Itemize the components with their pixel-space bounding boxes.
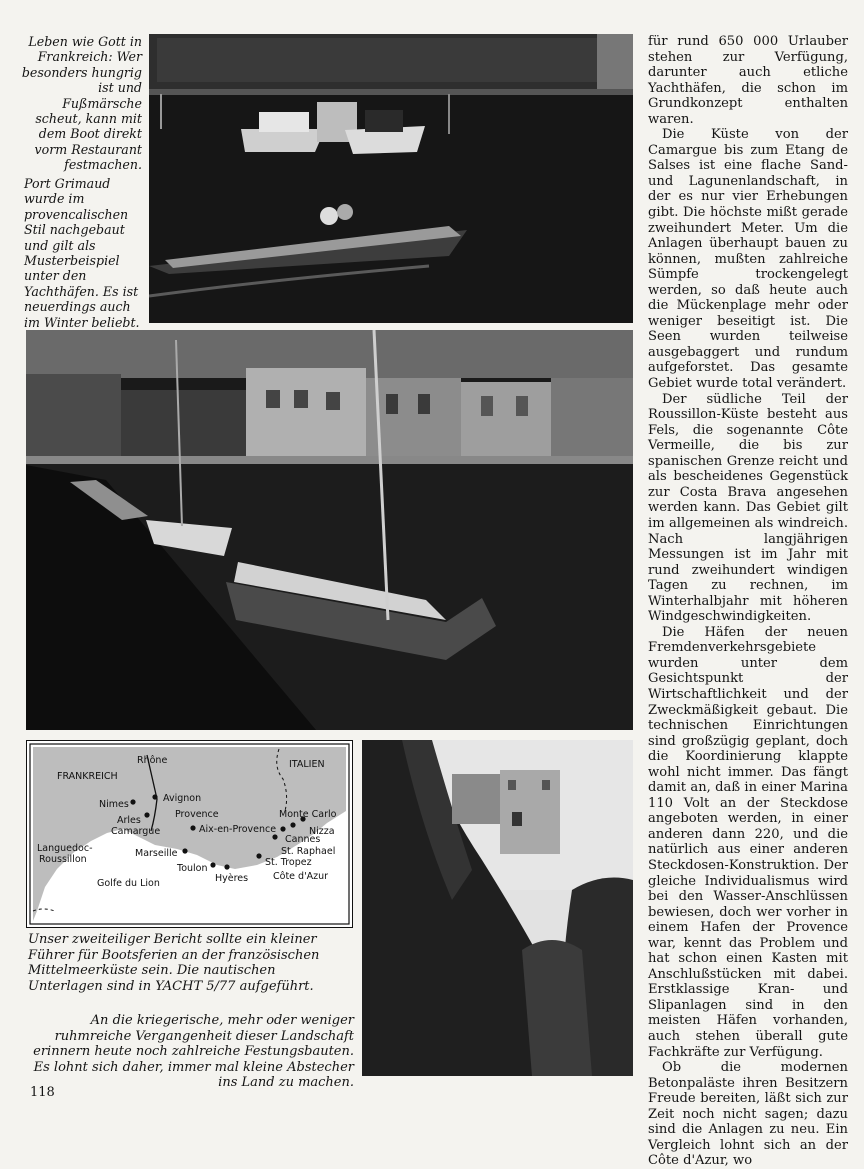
map-label-marseille: Marseille [135,848,178,859]
map-label-frankreich: FRANKREICH [57,771,118,782]
map-label-italien: ITALIEN [289,759,325,770]
page-number: 118 [30,1085,55,1100]
caption-port-grimaud: Port Grimaud wurde im provencalischen Stil nachgebaut und gilt als Musterbeispiel unter den Yachthäfen. Es ist neuerdings auch im Winter beliebt. [24,176,140,330]
article-paragraph: Die Häfen der neuen Fremdenverkehrsgebiete wurden unter dem Gesichtspunkt der Wirtschaftlichkeit und der Zweckmäßigkeit gebaut. Die technischen Einrichtungen sind großzügig geplant, doch die Koordinierung klappte wohl nicht immer. Das fängt damit an, daß in einer Marina 110 Volt an der Steckdose angeboten werden, in einer anderen dann 220, und die natürlich aus einer anderen Steckdosen-Konstruktion. Der gleiche Individualismus wird bei den Wasser-Anschlüssen bewiesen, doch wer vorher in einem Hafen der Provence war, kennt das Problem und hat schon einen Kasten mit Anschlußstücken mit dabei. Erstklassige Kran- und Slipanlagen sind in den meisten Häfen vorhanden, auch stehen überall gute Fachkräfte zur Verfügung. [648,624,848,1060]
caption-restaurant-boats: Leben wie Gott in Frankreich: Wer besonders hungrig ist und Fußmärsche scheut, kann mit dem Boot direkt vorm Restaurant festmachen. [21,34,142,173]
map-label-nizza: Nizza [309,826,335,837]
article-body-column [648,34,848,1169]
map-label-rhone: Rhône [137,755,168,766]
map-label-hyeres: Hyères [215,873,249,884]
map-label-cote-dazur: Côte d'Azur [273,871,329,882]
fortress-image [362,740,633,1076]
photo-port-grimaud [26,330,633,730]
caption-map: Unser zweiteiliger Bericht sollte ein kleiner Führer für Bootsferien an der französischen Mittelmeerküste sein. Die nautischen Unterlagen sind in YACHT 5/77 aufgeführt. [28,932,320,994]
map-label-languedoc: Languedoc- [37,843,93,854]
map-label-monte-carlo: Monte Carlo [279,809,337,820]
map-label-st-raphael: St. Raphael [281,846,336,857]
photo-restaurant-boats [149,34,633,323]
photo-fortress [362,740,633,1076]
map-label-avignon: Avignon [163,793,202,804]
map-label-arles: Arles [117,815,141,826]
map-label-roussillon: Roussillon [39,854,87,865]
map-label-toulon: Toulon [177,863,208,874]
article-paragraph: Ob die modernen Betonpaläste ihren Besitzern Freude bereiten, läßt sich zur Zeit noch nicht sagen; dazu sind die Anlagen zu neu. Ein Vergleich lohnt sich an der Côte d'Azur, wo [648,1060,848,1169]
map-label-provence: Provence [175,809,219,820]
map-label-st-tropez: St. Tropez [265,857,312,868]
caption-fortress: An die kriegerische, mehr oder weniger ruhmreiche Vergangenheit dieser Landschaft erinnern heute noch zahlreiche Festungsbauten. Es lohnt sich daher, immer mal kleine Abstecher ins Land zu machen. [33,1013,354,1090]
restaurant-boats-image [149,34,633,323]
article-paragraph: für rund 650 000 Urlauber stehen zur Verfügung, darunter auch etliche Yachthäfen, die schon im Grundkonzept enthalten waren. [648,34,848,127]
map-label-camargue: Camargue [111,826,161,837]
map-label-cannes: Cannes [285,834,321,845]
port-grimaud-image [26,330,633,730]
article-paragraph: Die Küste von der Camargue bis zum Etang de Salses ist eine flache Sand- und Lagunenlandschaft, in der es nur vier Erhebungen gibt. Die höchste mißt gerade zweihundert Meter. Um die Anlagen überhaupt bauen zu können, mußten zahlreiche Sümpfe trockengelegt werden, so daß heute auch die Mückenplage mehr oder weniger beseitigt ist. Die Seen wurden teilweise ausgebaggert und rundum aufgeforstet. Das gesamte Gebiet wurde total verändert. [648,127,848,392]
coast-map [27,741,352,927]
map-french-mediterranean [26,740,353,928]
article-paragraph: Der südliche Teil der Roussillon-Küste besteht aus Fels, die sogenannte Côte Vermeille, die bis zur spanischen Grenze reicht und als bescheidenes Gegenstück zur Costa Brava angesehen werden kann. Das Gebiet gilt im allgemeinen als windreich. Nach langjährigen Messungen ist im Jahr mit rund zweihundert windigen Tagen zu rechnen, im Winterhalbjahr mit höheren Windgeschwindigkeiten. [648,391,848,625]
map-label-nimes: Nimes [99,799,129,810]
map-label-aix: Aix-en-Provence [199,824,277,835]
map-label-golfe: Golfe du Lion [97,878,160,889]
